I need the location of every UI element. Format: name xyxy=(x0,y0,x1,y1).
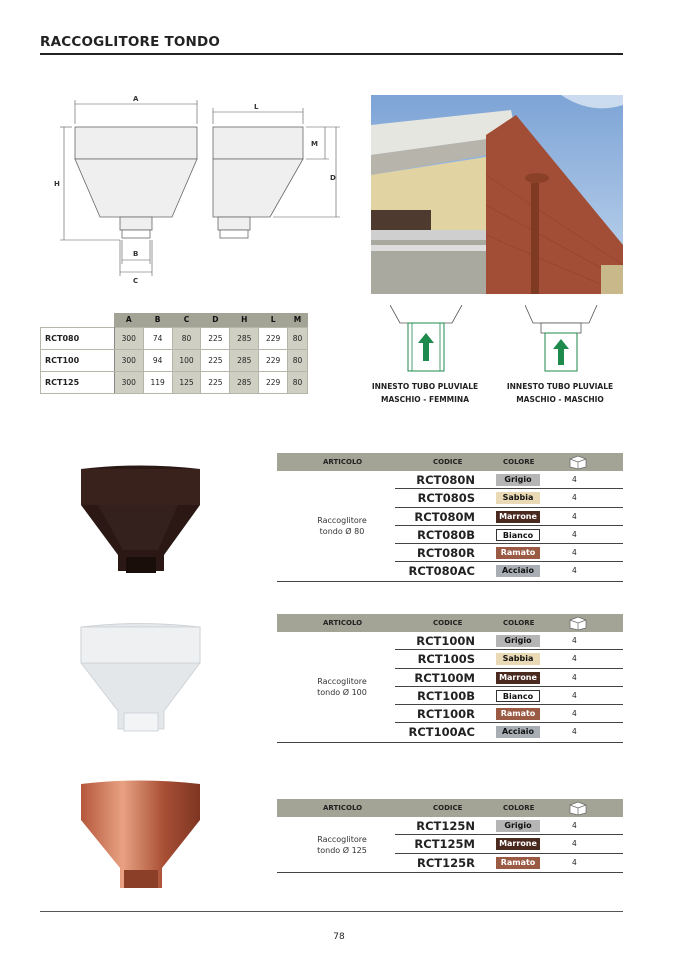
installation-photo xyxy=(371,95,623,294)
pack-qty: 4 xyxy=(572,821,577,830)
dim-cell: 285 xyxy=(230,371,259,393)
header-articolo: ARTICOLO xyxy=(323,458,363,466)
dimensions-table xyxy=(40,313,308,394)
dim-cell: 300 xyxy=(114,349,143,371)
header-codice: CODICE xyxy=(433,804,463,812)
pack-qty: 4 xyxy=(572,690,577,700)
color-chip: Ramato xyxy=(496,547,540,559)
label-c: C xyxy=(133,277,139,285)
joint-label-line1: INNESTO TUBO PLUVIALE xyxy=(371,382,479,391)
box-icon xyxy=(567,454,589,470)
dim-cell: 80 xyxy=(288,371,308,393)
product-code: RCT080M xyxy=(414,509,475,524)
product-code: RCT100S xyxy=(417,652,475,667)
product-code: RCT080B xyxy=(417,527,475,542)
dim-row-code: RCT125 xyxy=(41,371,115,393)
page-title: RACCOGLITORE TONDO xyxy=(40,34,221,50)
dim-cell: 229 xyxy=(259,349,288,371)
table-row xyxy=(395,687,623,705)
dim-row-code: RCT100 xyxy=(41,349,115,371)
table-row xyxy=(395,854,623,872)
dim-cell: 80 xyxy=(172,327,201,349)
table-row xyxy=(395,817,623,835)
dim-header-l: L xyxy=(259,313,288,327)
pack-qty: 4 xyxy=(572,566,577,576)
header-codice: CODICE xyxy=(433,458,463,466)
joint-diagram-male-female xyxy=(390,305,500,375)
footer-divider xyxy=(40,911,623,912)
header-colore: COLORE xyxy=(503,458,535,466)
product-code: RCT080S xyxy=(417,491,475,506)
pack-qty: 4 xyxy=(572,672,577,682)
product-image-copper xyxy=(78,780,203,895)
dim-header-blank xyxy=(41,313,115,327)
label-h: H xyxy=(54,180,60,188)
pack-qty: 4 xyxy=(572,709,577,719)
dim-cell: 225 xyxy=(201,371,230,393)
color-chip: Ramato xyxy=(496,708,540,720)
technical-drawing xyxy=(40,90,350,290)
dim-cell: 94 xyxy=(143,349,172,371)
color-chip: Bianco xyxy=(496,690,540,702)
dim-cell: 125 xyxy=(172,371,201,393)
table-row xyxy=(395,835,623,853)
table-row xyxy=(395,489,623,507)
color-chip: Acciaio xyxy=(496,726,540,738)
product-table-125 xyxy=(277,799,623,873)
product-image-white xyxy=(78,623,203,738)
dim-cell: 285 xyxy=(230,327,259,349)
description-line1: Raccoglitore xyxy=(317,677,367,686)
box-icon xyxy=(567,615,589,631)
table-bottom-rule xyxy=(277,872,623,873)
box-icon xyxy=(567,800,589,816)
table-row xyxy=(395,471,623,489)
header-colore: COLORE xyxy=(503,619,535,627)
label-m: M xyxy=(311,140,318,148)
dim-cell: 100 xyxy=(172,349,201,371)
product-code: RCT125M xyxy=(414,837,475,852)
description-line2: tondo Ø 80 xyxy=(319,527,365,536)
joint-label-line2: MASCHIO - MASCHIO xyxy=(516,395,604,404)
table-row xyxy=(395,508,623,526)
joint-label-line2: MASCHIO - FEMMINA xyxy=(381,395,469,404)
dim-row-code: RCT080 xyxy=(41,327,115,349)
product-description xyxy=(297,834,387,856)
joint-label-line1: INNESTO TUBO PLUVIALE xyxy=(506,382,614,391)
description-line2: tondo Ø 100 xyxy=(317,688,367,697)
pack-qty: 4 xyxy=(572,548,577,558)
description-line1: Raccoglitore xyxy=(317,516,367,525)
dim-cell: 229 xyxy=(259,327,288,349)
dim-header-m: M xyxy=(288,313,308,327)
dim-cell: 300 xyxy=(114,327,143,349)
joint-label-male-female xyxy=(355,380,495,406)
label-a: A xyxy=(133,95,139,103)
product-image-brown xyxy=(78,465,203,580)
dim-cell: 225 xyxy=(201,349,230,371)
pack-qty: 4 xyxy=(572,636,577,645)
dim-row xyxy=(41,327,308,349)
product-code: RCT100B xyxy=(417,688,475,703)
product-code: RCT080N xyxy=(416,473,475,487)
pack-qty: 4 xyxy=(572,654,577,664)
table-bottom-rule xyxy=(277,742,623,743)
color-chip: Marrone xyxy=(496,511,540,523)
color-chip: Grigio xyxy=(496,474,540,486)
dim-cell: 80 xyxy=(288,349,308,371)
dim-row xyxy=(41,349,308,371)
description-line2: tondo Ø 125 xyxy=(317,846,367,855)
pack-qty: 4 xyxy=(572,839,577,849)
label-b: B xyxy=(133,250,139,258)
color-chip: Ramato xyxy=(496,857,540,869)
joint-diagram-male-male xyxy=(525,305,635,375)
product-description xyxy=(297,515,387,537)
table-row xyxy=(395,526,623,544)
product-code: RCT080R xyxy=(417,546,475,561)
product-table-80 xyxy=(277,453,623,582)
pack-qty: 4 xyxy=(572,727,577,737)
product-code: RCT125N xyxy=(416,819,475,833)
product-code: RCT100R xyxy=(417,707,475,722)
dim-cell: 300 xyxy=(114,371,143,393)
dim-header-d: D xyxy=(201,313,230,327)
page-number: 78 xyxy=(333,932,345,942)
dim-cell: 229 xyxy=(259,371,288,393)
product-table-header xyxy=(277,453,623,471)
table-row xyxy=(395,632,623,650)
dim-header-a: A xyxy=(114,313,143,327)
label-d: D xyxy=(330,174,336,182)
joint-label-male-male xyxy=(490,380,630,406)
header-codice: CODICE xyxy=(433,619,463,627)
table-row xyxy=(395,669,623,687)
color-chip: Marrone xyxy=(496,672,540,684)
product-code: RCT080AC xyxy=(408,564,475,579)
table-row xyxy=(395,650,623,668)
pack-qty: 4 xyxy=(572,529,577,539)
table-row xyxy=(395,705,623,723)
table-row xyxy=(395,544,623,562)
pack-qty: 4 xyxy=(572,857,577,867)
table-row xyxy=(395,562,623,580)
description-line1: Raccoglitore xyxy=(317,835,367,844)
header-colore: COLORE xyxy=(503,804,535,812)
color-chip: Sabbia xyxy=(496,492,540,504)
dim-cell: 225 xyxy=(201,327,230,349)
table-bottom-rule xyxy=(277,581,623,582)
dim-header-b: B xyxy=(143,313,172,327)
color-chip: Bianco xyxy=(496,529,540,541)
dim-header-h: H xyxy=(230,313,259,327)
table-row xyxy=(395,723,623,741)
dim-cell: 285 xyxy=(230,349,259,371)
color-chip: Grigio xyxy=(496,635,540,647)
dim-header-c: C xyxy=(172,313,201,327)
product-code: RCT100AC xyxy=(408,725,475,740)
pack-qty: 4 xyxy=(572,475,577,484)
dim-row xyxy=(41,371,308,393)
header-articolo: ARTICOLO xyxy=(323,804,363,812)
color-chip: Grigio xyxy=(496,820,540,832)
dim-cell: 119 xyxy=(143,371,172,393)
color-chip: Acciaio xyxy=(496,565,540,577)
dim-cell: 80 xyxy=(288,327,308,349)
header-articolo: ARTICOLO xyxy=(323,619,363,627)
product-code: RCT125R xyxy=(417,855,475,870)
product-table-header xyxy=(277,614,623,632)
product-code: RCT100M xyxy=(414,670,475,685)
product-table-100 xyxy=(277,614,623,743)
color-chip: Marrone xyxy=(496,838,540,850)
title-divider xyxy=(40,53,623,55)
product-table-header xyxy=(277,799,623,817)
product-code: RCT100N xyxy=(416,634,475,648)
color-chip: Sabbia xyxy=(496,653,540,665)
product-description xyxy=(297,676,387,698)
pack-qty: 4 xyxy=(572,493,577,503)
dim-cell: 74 xyxy=(143,327,172,349)
label-l: L xyxy=(254,103,259,111)
pack-qty: 4 xyxy=(572,511,577,521)
